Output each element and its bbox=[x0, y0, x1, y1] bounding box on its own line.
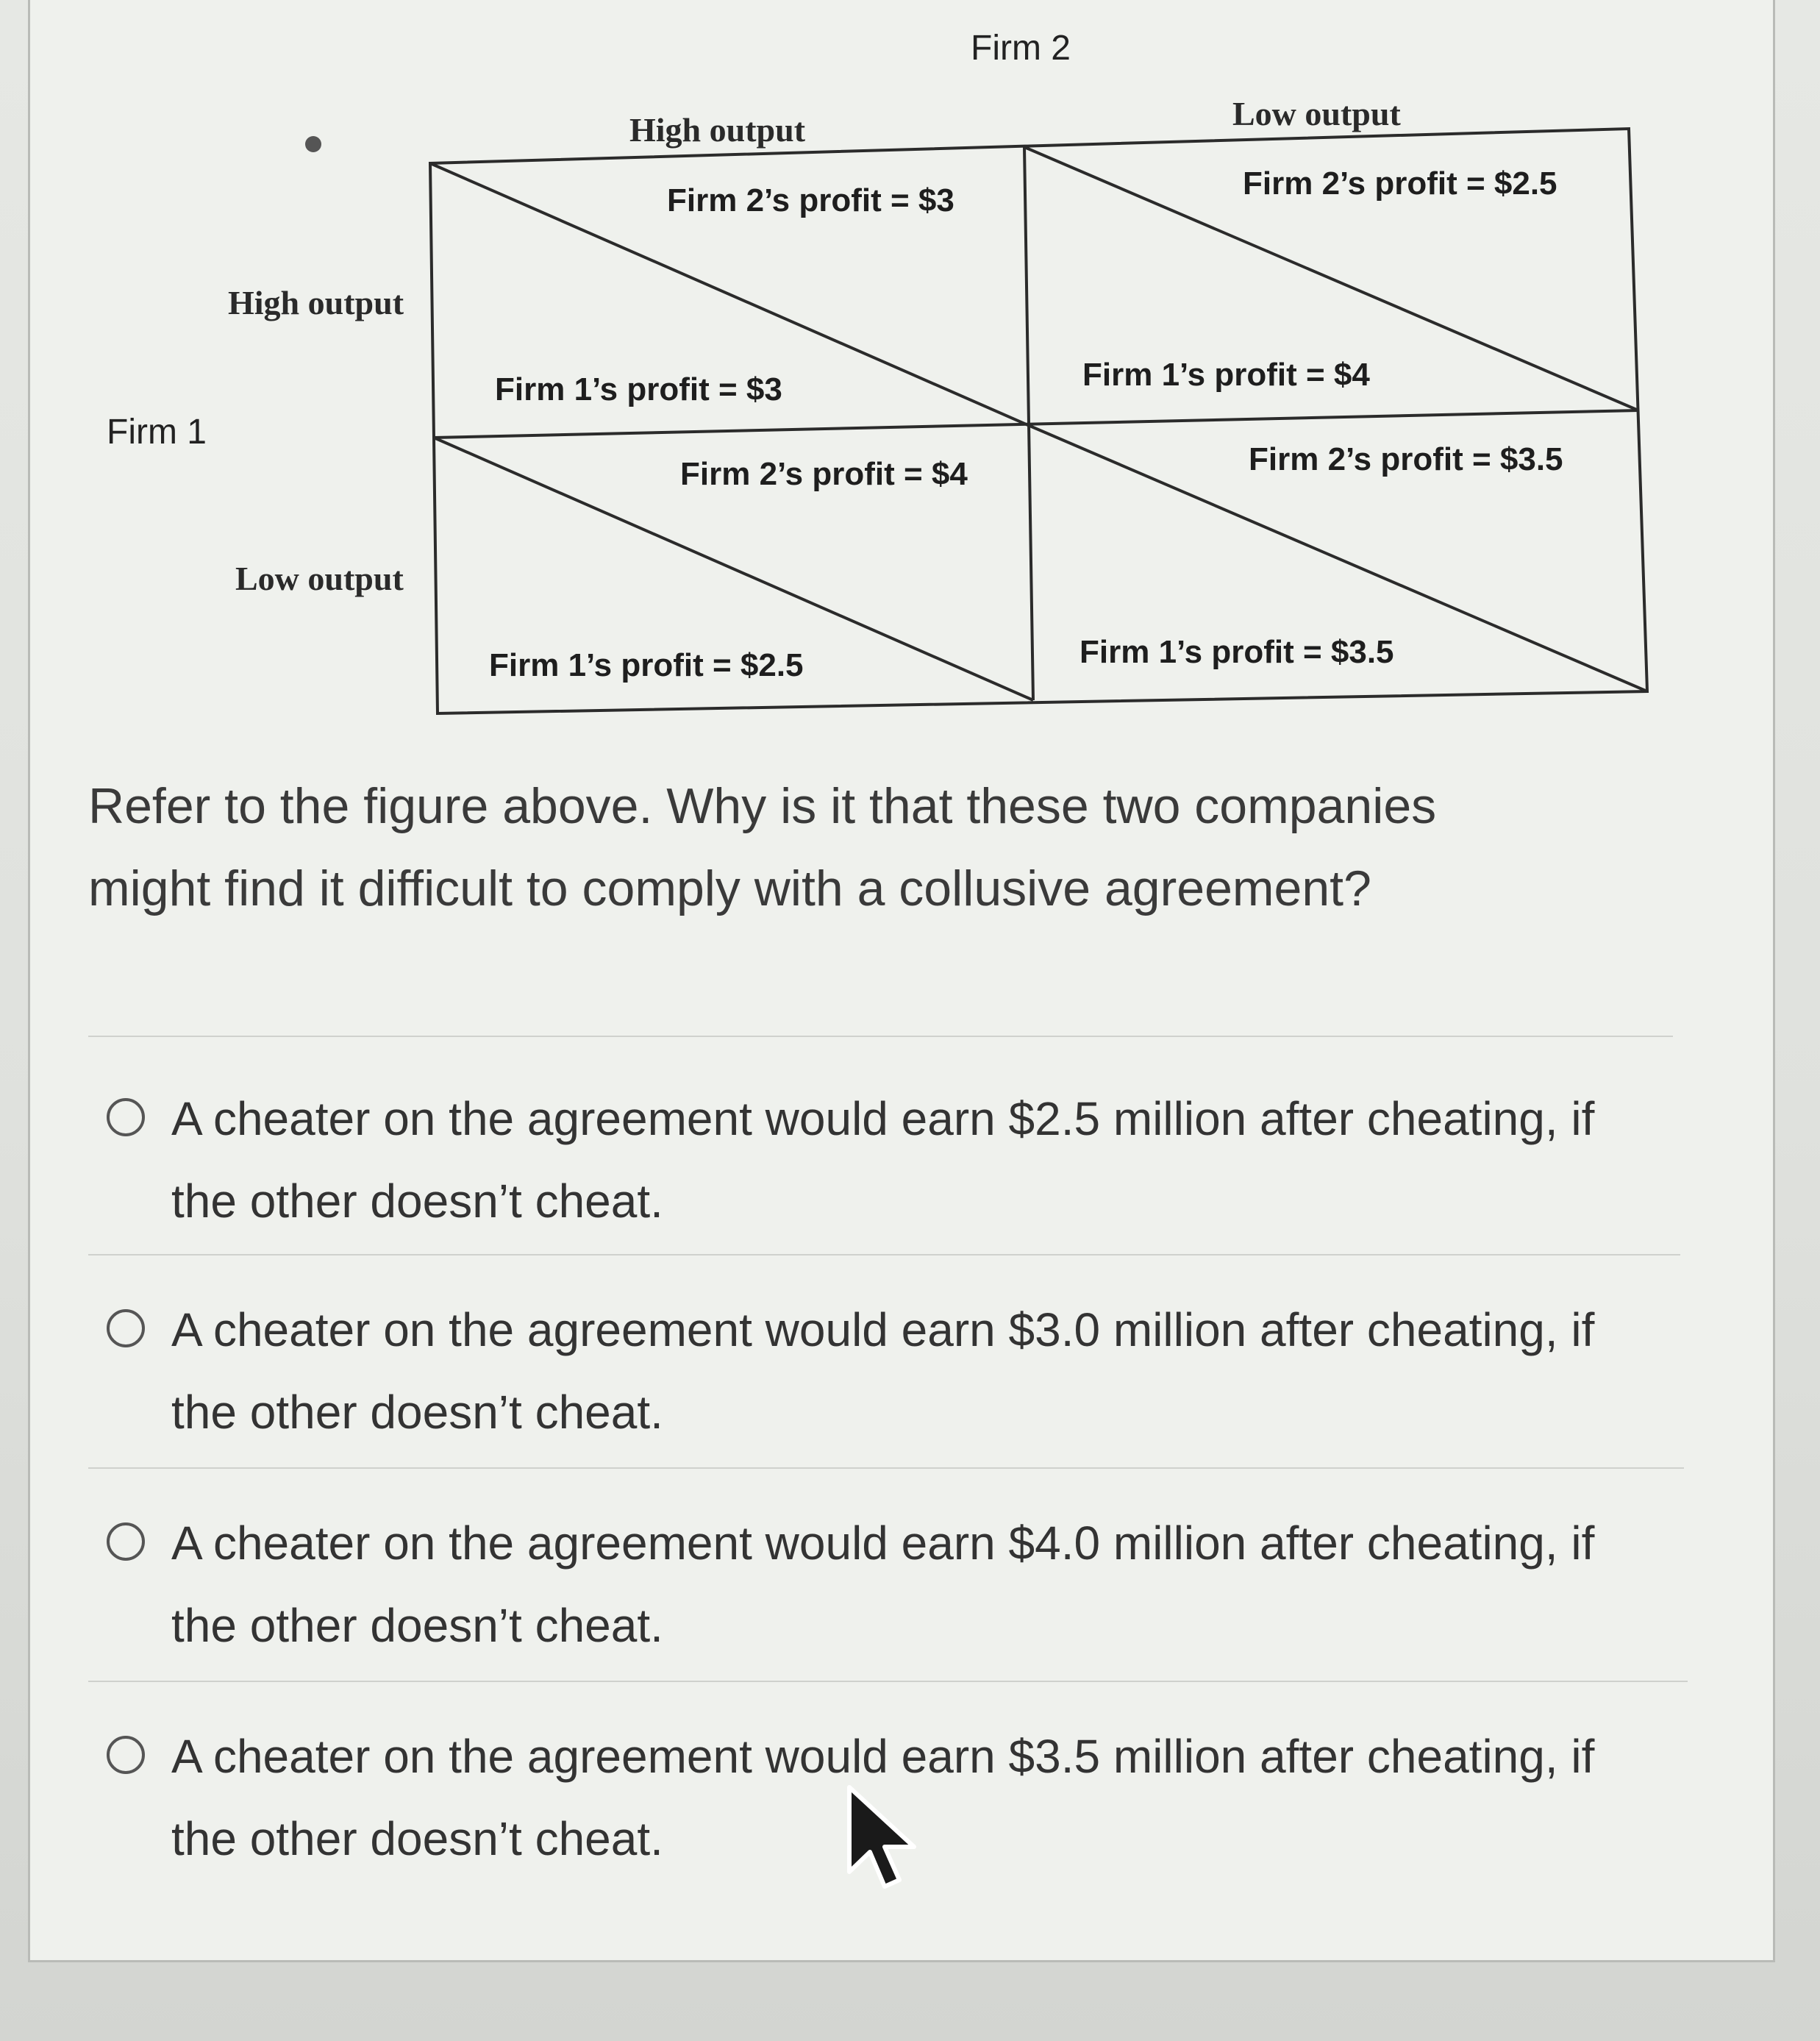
cell-lh-firm2-profit: Firm 2’s profit = $4 bbox=[680, 456, 968, 492]
divider bbox=[88, 1036, 1673, 1037]
column-heading-high-output: High output bbox=[629, 111, 806, 149]
payoff-matrix bbox=[0, 0, 1820, 735]
divider bbox=[88, 1254, 1680, 1255]
column-heading-low-output: Low output bbox=[1232, 95, 1401, 132]
radio-button[interactable] bbox=[107, 1736, 145, 1774]
option-line-1: A cheater on the agreement would earn $3.0 million after cheating, if bbox=[171, 1303, 1595, 1356]
question-line-2: might find it difficult to comply with a collusive agreement? bbox=[88, 861, 1371, 916]
question-line-1: Refer to the figure above. Why is it that these two companies bbox=[88, 778, 1437, 834]
firm2-heading: Firm 2 bbox=[971, 29, 1071, 68]
cell-ll-firm2-profit: Firm 2’s profit = $3.5 bbox=[1249, 441, 1563, 477]
answer-option-2[interactable] bbox=[107, 1289, 1651, 1453]
cell-hl-firm1-profit: Firm 1’s profit = $4 bbox=[1082, 357, 1370, 393]
cell-ll-firm1-profit: Firm 1’s profit = $3.5 bbox=[1079, 634, 1394, 670]
mouse-pointer-icon bbox=[842, 1784, 930, 1901]
option-line-1: A cheater on the agreement would earn $3.5 million after cheating, if bbox=[171, 1730, 1595, 1783]
firm1-heading: Firm 1 bbox=[107, 413, 207, 452]
row-heading-low-output: Low output bbox=[235, 560, 404, 597]
cell-hh-firm1-profit: Firm 1’s profit = $3 bbox=[495, 371, 782, 407]
answer-option-1[interactable] bbox=[107, 1078, 1651, 1242]
matrix-border bbox=[430, 129, 1647, 713]
radio-button[interactable] bbox=[107, 1309, 145, 1347]
answer-option-3[interactable] bbox=[107, 1502, 1651, 1667]
radio-button[interactable] bbox=[107, 1098, 145, 1136]
cell-hl-firm2-profit: Firm 2’s profit = $2.5 bbox=[1243, 165, 1557, 202]
divider bbox=[88, 1681, 1688, 1682]
question-text bbox=[88, 765, 1559, 930]
option-line-2: the other doesn’t cheat. bbox=[171, 1175, 663, 1228]
radio-button[interactable] bbox=[107, 1522, 145, 1561]
option-line-2: the other doesn’t cheat. bbox=[171, 1599, 663, 1652]
cell-lh-firm1-profit: Firm 1’s profit = $2.5 bbox=[489, 647, 804, 683]
option-line-2: the other doesn’t cheat. bbox=[171, 1386, 663, 1439]
option-line-1: A cheater on the agreement would earn $4.0 million after cheating, if bbox=[171, 1517, 1595, 1570]
option-line-1: A cheater on the agreement would earn $2.5 million after cheating, if bbox=[171, 1092, 1595, 1145]
option-line-2: the other doesn’t cheat. bbox=[171, 1812, 663, 1865]
cell-hh-firm2-profit: Firm 2’s profit = $3 bbox=[667, 182, 954, 218]
matrix-horizontal-divider bbox=[434, 410, 1638, 438]
row-heading-high-output: High output bbox=[228, 284, 404, 321]
divider bbox=[88, 1467, 1684, 1469]
